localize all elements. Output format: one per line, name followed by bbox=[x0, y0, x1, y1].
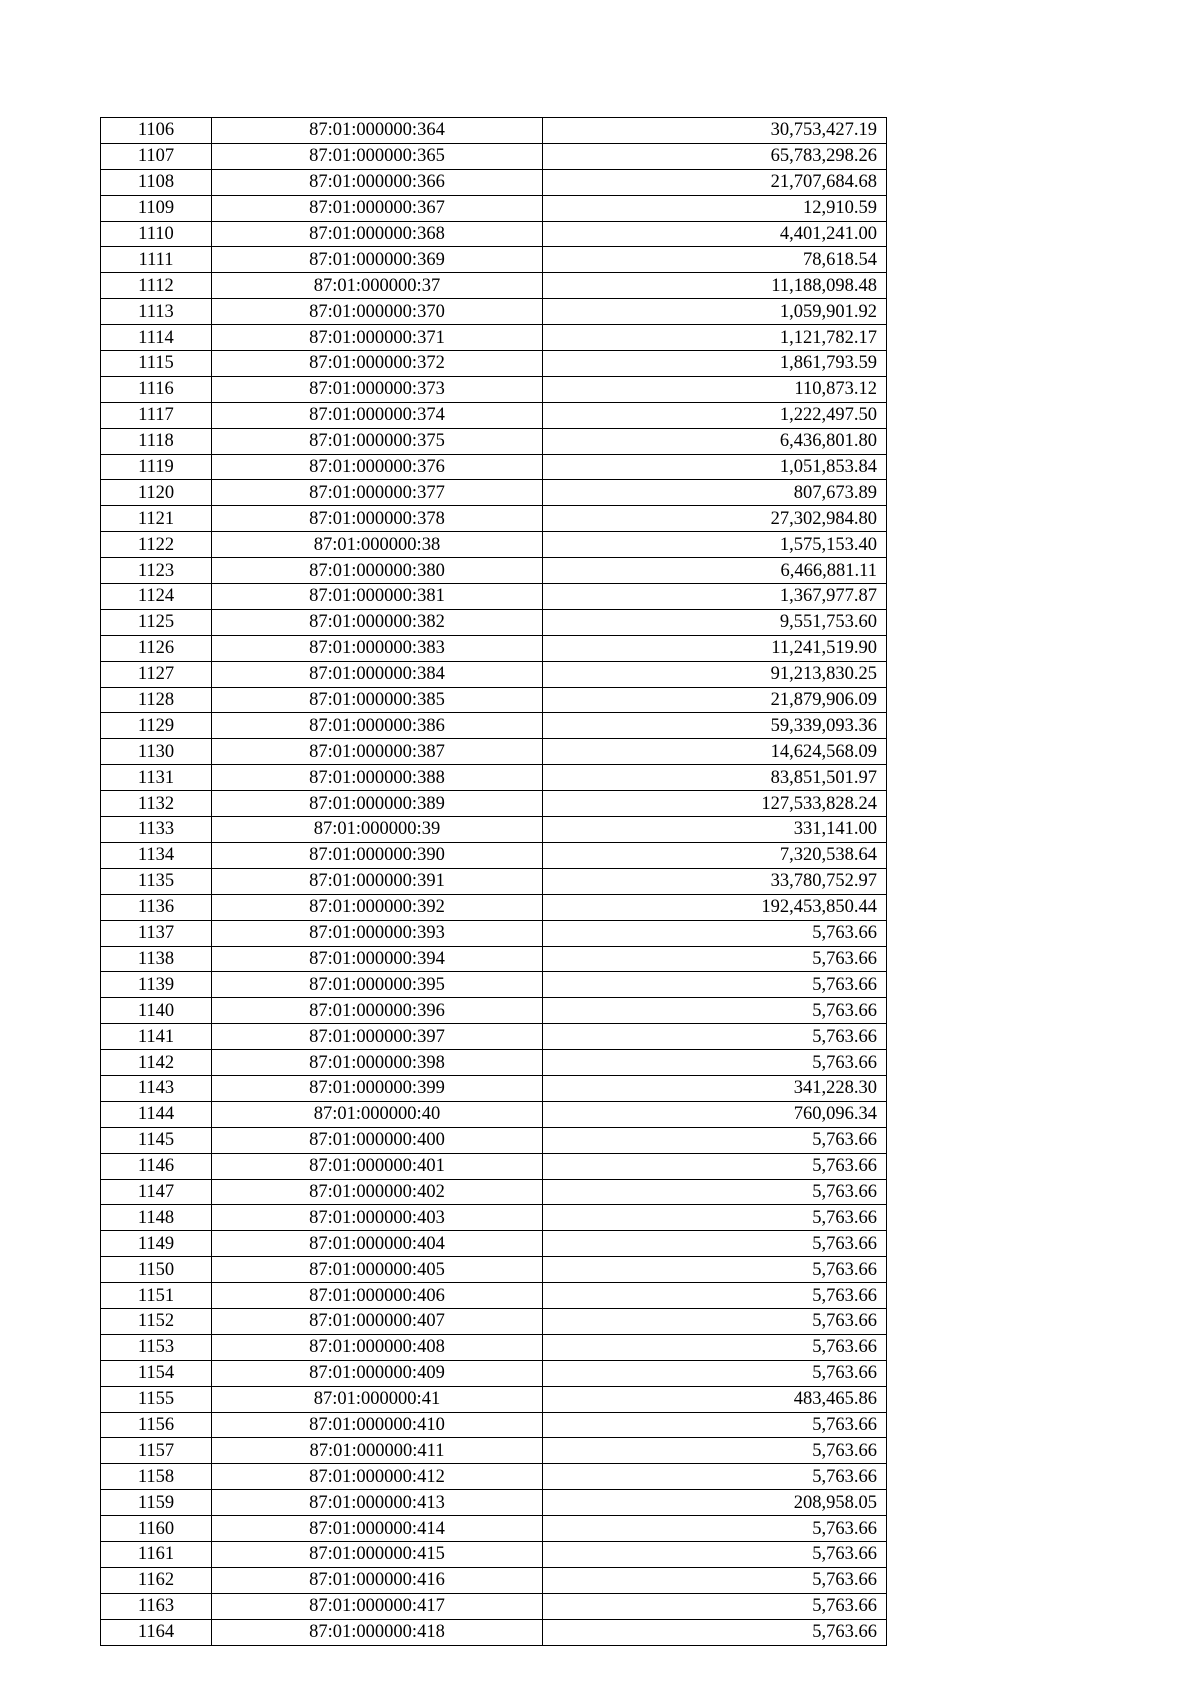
cadastral-number-cell: 87:01:000000:410 bbox=[212, 1412, 543, 1438]
cadastral-number-cell: 87:01:000000:399 bbox=[212, 1075, 543, 1101]
cadastral-number-cell: 87:01:000000:392 bbox=[212, 894, 543, 920]
row-number-cell: 1109 bbox=[101, 195, 212, 221]
row-number-cell: 1112 bbox=[101, 273, 212, 299]
table-row bbox=[101, 454, 887, 480]
value-cell: 5,763.66 bbox=[543, 1619, 887, 1645]
cadastral-number-cell: 87:01:000000:367 bbox=[212, 195, 543, 221]
table-row bbox=[101, 1412, 887, 1438]
table-row bbox=[101, 972, 887, 998]
value-cell: 7,320,538.64 bbox=[543, 842, 887, 868]
cadastral-number-cell: 87:01:000000:391 bbox=[212, 868, 543, 894]
cadastral-number-cell: 87:01:000000:406 bbox=[212, 1283, 543, 1309]
cadastral-number-cell: 87:01:000000:413 bbox=[212, 1490, 543, 1516]
value-cell: 65,783,298.26 bbox=[543, 143, 887, 169]
row-number-cell: 1148 bbox=[101, 1205, 212, 1231]
cadastral-number-cell: 87:01:000000:40 bbox=[212, 1101, 543, 1127]
table-row bbox=[101, 661, 887, 687]
table-row bbox=[101, 325, 887, 351]
table-row bbox=[101, 247, 887, 273]
table-row bbox=[101, 532, 887, 558]
cadastral-number-cell: 87:01:000000:378 bbox=[212, 506, 543, 532]
row-number-cell: 1108 bbox=[101, 169, 212, 195]
cadastral-number-cell: 87:01:000000:38 bbox=[212, 532, 543, 558]
row-number-cell: 1126 bbox=[101, 635, 212, 661]
value-cell: 1,059,901.92 bbox=[543, 299, 887, 325]
table-row bbox=[101, 1360, 887, 1386]
row-number-cell: 1156 bbox=[101, 1412, 212, 1438]
cadastral-number-cell: 87:01:000000:409 bbox=[212, 1360, 543, 1386]
cadastral-number-cell: 87:01:000000:415 bbox=[212, 1541, 543, 1567]
table-row bbox=[101, 765, 887, 791]
table-row bbox=[101, 791, 887, 817]
value-cell: 78,618.54 bbox=[543, 247, 887, 273]
table-row bbox=[101, 1567, 887, 1593]
cadastral-number-cell: 87:01:000000:388 bbox=[212, 765, 543, 791]
value-cell: 5,763.66 bbox=[543, 1593, 887, 1619]
cadastral-number-cell: 87:01:000000:368 bbox=[212, 221, 543, 247]
table-row bbox=[101, 584, 887, 610]
table-row bbox=[101, 506, 887, 532]
row-number-cell: 1138 bbox=[101, 946, 212, 972]
table-row bbox=[101, 1619, 887, 1645]
cadastral-number-cell: 87:01:000000:369 bbox=[212, 247, 543, 273]
row-number-cell: 1152 bbox=[101, 1308, 212, 1334]
table-row bbox=[101, 868, 887, 894]
row-number-cell: 1137 bbox=[101, 920, 212, 946]
cadastral-number-cell: 87:01:000000:417 bbox=[212, 1593, 543, 1619]
data-table bbox=[100, 117, 887, 1646]
cadastral-number-cell: 87:01:000000:394 bbox=[212, 946, 543, 972]
cadastral-number-cell: 87:01:000000:385 bbox=[212, 687, 543, 713]
row-number-cell: 1133 bbox=[101, 817, 212, 843]
cadastral-number-cell: 87:01:000000:418 bbox=[212, 1619, 543, 1645]
table-row bbox=[101, 1101, 887, 1127]
value-cell: 483,465.86 bbox=[543, 1386, 887, 1412]
value-cell: 5,763.66 bbox=[543, 998, 887, 1024]
value-cell: 27,302,984.80 bbox=[543, 506, 887, 532]
table-row bbox=[101, 143, 887, 169]
value-cell: 5,763.66 bbox=[543, 1283, 887, 1309]
value-cell: 208,958.05 bbox=[543, 1490, 887, 1516]
row-number-cell: 1123 bbox=[101, 558, 212, 584]
row-number-cell: 1141 bbox=[101, 1024, 212, 1050]
table-row bbox=[101, 920, 887, 946]
cadastral-number-cell: 87:01:000000:382 bbox=[212, 609, 543, 635]
cadastral-number-cell: 87:01:000000:407 bbox=[212, 1308, 543, 1334]
row-number-cell: 1110 bbox=[101, 221, 212, 247]
row-number-cell: 1125 bbox=[101, 609, 212, 635]
table-row bbox=[101, 1127, 887, 1153]
row-number-cell: 1130 bbox=[101, 739, 212, 765]
value-cell: 59,339,093.36 bbox=[543, 713, 887, 739]
row-number-cell: 1151 bbox=[101, 1283, 212, 1309]
row-number-cell: 1121 bbox=[101, 506, 212, 532]
value-cell: 6,436,801.80 bbox=[543, 428, 887, 454]
row-number-cell: 1150 bbox=[101, 1257, 212, 1283]
value-cell: 83,851,501.97 bbox=[543, 765, 887, 791]
row-number-cell: 1136 bbox=[101, 894, 212, 920]
table-row bbox=[101, 946, 887, 972]
row-number-cell: 1122 bbox=[101, 532, 212, 558]
table-row bbox=[101, 558, 887, 584]
table-row bbox=[101, 842, 887, 868]
value-cell: 127,533,828.24 bbox=[543, 791, 887, 817]
table-row bbox=[101, 273, 887, 299]
row-number-cell: 1113 bbox=[101, 299, 212, 325]
row-number-cell: 1159 bbox=[101, 1490, 212, 1516]
cadastral-number-cell: 87:01:000000:384 bbox=[212, 661, 543, 687]
row-number-cell: 1107 bbox=[101, 143, 212, 169]
value-cell: 30,753,427.19 bbox=[543, 118, 887, 144]
row-number-cell: 1157 bbox=[101, 1438, 212, 1464]
row-number-cell: 1111 bbox=[101, 247, 212, 273]
value-cell: 5,763.66 bbox=[543, 1205, 887, 1231]
row-number-cell: 1158 bbox=[101, 1464, 212, 1490]
cadastral-number-cell: 87:01:000000:389 bbox=[212, 791, 543, 817]
row-number-cell: 1117 bbox=[101, 402, 212, 428]
row-number-cell: 1147 bbox=[101, 1179, 212, 1205]
table-row bbox=[101, 687, 887, 713]
cadastral-number-cell: 87:01:000000:398 bbox=[212, 1050, 543, 1076]
row-number-cell: 1164 bbox=[101, 1619, 212, 1645]
table-body bbox=[101, 118, 887, 1646]
cadastral-number-cell: 87:01:000000:381 bbox=[212, 584, 543, 610]
table-row bbox=[101, 1308, 887, 1334]
table-row bbox=[101, 118, 887, 144]
cadastral-number-cell: 87:01:000000:401 bbox=[212, 1153, 543, 1179]
cadastral-number-cell: 87:01:000000:371 bbox=[212, 325, 543, 351]
row-number-cell: 1132 bbox=[101, 791, 212, 817]
row-number-cell: 1131 bbox=[101, 765, 212, 791]
row-number-cell: 1140 bbox=[101, 998, 212, 1024]
value-cell: 5,763.66 bbox=[543, 1308, 887, 1334]
row-number-cell: 1124 bbox=[101, 584, 212, 610]
row-number-cell: 1120 bbox=[101, 480, 212, 506]
row-number-cell: 1142 bbox=[101, 1050, 212, 1076]
value-cell: 21,879,906.09 bbox=[543, 687, 887, 713]
row-number-cell: 1118 bbox=[101, 428, 212, 454]
row-number-cell: 1161 bbox=[101, 1541, 212, 1567]
value-cell: 5,763.66 bbox=[543, 1541, 887, 1567]
table-row bbox=[101, 1024, 887, 1050]
cadastral-number-cell: 87:01:000000:414 bbox=[212, 1516, 543, 1542]
row-number-cell: 1135 bbox=[101, 868, 212, 894]
cadastral-number-cell: 87:01:000000:395 bbox=[212, 972, 543, 998]
value-cell: 5,763.66 bbox=[543, 1153, 887, 1179]
cadastral-number-cell: 87:01:000000:411 bbox=[212, 1438, 543, 1464]
cadastral-number-cell: 87:01:000000:41 bbox=[212, 1386, 543, 1412]
cadastral-number-cell: 87:01:000000:408 bbox=[212, 1334, 543, 1360]
value-cell: 1,367,977.87 bbox=[543, 584, 887, 610]
cadastral-number-cell: 87:01:000000:39 bbox=[212, 817, 543, 843]
table-row bbox=[101, 1179, 887, 1205]
value-cell: 14,624,568.09 bbox=[543, 739, 887, 765]
row-number-cell: 1114 bbox=[101, 325, 212, 351]
table-row bbox=[101, 480, 887, 506]
table-row bbox=[101, 894, 887, 920]
value-cell: 5,763.66 bbox=[543, 1567, 887, 1593]
row-number-cell: 1149 bbox=[101, 1231, 212, 1257]
cadastral-number-cell: 87:01:000000:402 bbox=[212, 1179, 543, 1205]
cadastral-number-cell: 87:01:000000:373 bbox=[212, 376, 543, 402]
table-row bbox=[101, 299, 887, 325]
value-cell: 1,575,153.40 bbox=[543, 532, 887, 558]
table-row bbox=[101, 1205, 887, 1231]
row-number-cell: 1134 bbox=[101, 842, 212, 868]
table-row bbox=[101, 195, 887, 221]
value-cell: 9,551,753.60 bbox=[543, 609, 887, 635]
cadastral-number-cell: 87:01:000000:393 bbox=[212, 920, 543, 946]
cadastral-number-cell: 87:01:000000:405 bbox=[212, 1257, 543, 1283]
value-cell: 110,873.12 bbox=[543, 376, 887, 402]
row-number-cell: 1160 bbox=[101, 1516, 212, 1542]
value-cell: 5,763.66 bbox=[543, 1334, 887, 1360]
row-number-cell: 1119 bbox=[101, 454, 212, 480]
table-row bbox=[101, 713, 887, 739]
row-number-cell: 1143 bbox=[101, 1075, 212, 1101]
cadastral-number-cell: 87:01:000000:400 bbox=[212, 1127, 543, 1153]
value-cell: 1,051,853.84 bbox=[543, 454, 887, 480]
row-number-cell: 1155 bbox=[101, 1386, 212, 1412]
table-row bbox=[101, 1490, 887, 1516]
table-row bbox=[101, 1283, 887, 1309]
cadastral-number-cell: 87:01:000000:403 bbox=[212, 1205, 543, 1231]
cadastral-number-cell: 87:01:000000:377 bbox=[212, 480, 543, 506]
table-row bbox=[101, 1257, 887, 1283]
row-number-cell: 1139 bbox=[101, 972, 212, 998]
table-row bbox=[101, 221, 887, 247]
table-row bbox=[101, 428, 887, 454]
cadastral-number-cell: 87:01:000000:372 bbox=[212, 351, 543, 377]
value-cell: 5,763.66 bbox=[543, 1179, 887, 1205]
value-cell: 5,763.66 bbox=[543, 946, 887, 972]
table-row bbox=[101, 1541, 887, 1567]
table-row bbox=[101, 1334, 887, 1360]
value-cell: 1,121,782.17 bbox=[543, 325, 887, 351]
table-row bbox=[101, 609, 887, 635]
row-number-cell: 1127 bbox=[101, 661, 212, 687]
row-number-cell: 1128 bbox=[101, 687, 212, 713]
table-row bbox=[101, 1153, 887, 1179]
table-row bbox=[101, 169, 887, 195]
table-row bbox=[101, 739, 887, 765]
cadastral-number-cell: 87:01:000000:366 bbox=[212, 169, 543, 195]
value-cell: 5,763.66 bbox=[543, 1516, 887, 1542]
value-cell: 1,222,497.50 bbox=[543, 402, 887, 428]
cadastral-number-cell: 87:01:000000:380 bbox=[212, 558, 543, 584]
value-cell: 5,763.66 bbox=[543, 1412, 887, 1438]
value-cell: 341,228.30 bbox=[543, 1075, 887, 1101]
table-row bbox=[101, 1050, 887, 1076]
table-row bbox=[101, 402, 887, 428]
table-row bbox=[101, 1593, 887, 1619]
cadastral-number-cell: 87:01:000000:404 bbox=[212, 1231, 543, 1257]
value-cell: 21,707,684.68 bbox=[543, 169, 887, 195]
value-cell: 4,401,241.00 bbox=[543, 221, 887, 247]
value-cell: 5,763.66 bbox=[543, 1231, 887, 1257]
value-cell: 6,466,881.11 bbox=[543, 558, 887, 584]
cadastral-number-cell: 87:01:000000:376 bbox=[212, 454, 543, 480]
cadastral-number-cell: 87:01:000000:396 bbox=[212, 998, 543, 1024]
value-cell: 5,763.66 bbox=[543, 1024, 887, 1050]
row-number-cell: 1146 bbox=[101, 1153, 212, 1179]
cadastral-number-cell: 87:01:000000:370 bbox=[212, 299, 543, 325]
table-row bbox=[101, 635, 887, 661]
row-number-cell: 1106 bbox=[101, 118, 212, 144]
value-cell: 5,763.66 bbox=[543, 920, 887, 946]
cadastral-number-cell: 87:01:000000:37 bbox=[212, 273, 543, 299]
table-row bbox=[101, 817, 887, 843]
row-number-cell: 1153 bbox=[101, 1334, 212, 1360]
value-cell: 33,780,752.97 bbox=[543, 868, 887, 894]
table-row bbox=[101, 998, 887, 1024]
table-row bbox=[101, 351, 887, 377]
value-cell: 5,763.66 bbox=[543, 1127, 887, 1153]
table-row bbox=[101, 1231, 887, 1257]
cadastral-number-cell: 87:01:000000:364 bbox=[212, 118, 543, 144]
cadastral-number-cell: 87:01:000000:412 bbox=[212, 1464, 543, 1490]
cadastral-number-cell: 87:01:000000:387 bbox=[212, 739, 543, 765]
cadastral-number-cell: 87:01:000000:390 bbox=[212, 842, 543, 868]
table-row bbox=[101, 1516, 887, 1542]
value-cell: 192,453,850.44 bbox=[543, 894, 887, 920]
cadastral-number-cell: 87:01:000000:374 bbox=[212, 402, 543, 428]
value-cell: 760,096.34 bbox=[543, 1101, 887, 1127]
row-number-cell: 1163 bbox=[101, 1593, 212, 1619]
table-row bbox=[101, 1438, 887, 1464]
row-number-cell: 1115 bbox=[101, 351, 212, 377]
table-row bbox=[101, 1386, 887, 1412]
row-number-cell: 1154 bbox=[101, 1360, 212, 1386]
cadastral-number-cell: 87:01:000000:397 bbox=[212, 1024, 543, 1050]
value-cell: 11,241,519.90 bbox=[543, 635, 887, 661]
table-row bbox=[101, 1464, 887, 1490]
row-number-cell: 1129 bbox=[101, 713, 212, 739]
row-number-cell: 1116 bbox=[101, 376, 212, 402]
value-cell: 807,673.89 bbox=[543, 480, 887, 506]
cadastral-number-cell: 87:01:000000:386 bbox=[212, 713, 543, 739]
value-cell: 5,763.66 bbox=[543, 1464, 887, 1490]
value-cell: 5,763.66 bbox=[543, 1257, 887, 1283]
value-cell: 5,763.66 bbox=[543, 972, 887, 998]
row-number-cell: 1145 bbox=[101, 1127, 212, 1153]
cadastral-number-cell: 87:01:000000:416 bbox=[212, 1567, 543, 1593]
value-cell: 1,861,793.59 bbox=[543, 351, 887, 377]
value-cell: 5,763.66 bbox=[543, 1438, 887, 1464]
row-number-cell: 1162 bbox=[101, 1567, 212, 1593]
cadastral-number-cell: 87:01:000000:383 bbox=[212, 635, 543, 661]
value-cell: 12,910.59 bbox=[543, 195, 887, 221]
cadastral-number-cell: 87:01:000000:365 bbox=[212, 143, 543, 169]
value-cell: 5,763.66 bbox=[543, 1050, 887, 1076]
value-cell: 331,141.00 bbox=[543, 817, 887, 843]
row-number-cell: 1144 bbox=[101, 1101, 212, 1127]
value-cell: 11,188,098.48 bbox=[543, 273, 887, 299]
value-cell: 5,763.66 bbox=[543, 1360, 887, 1386]
table-row bbox=[101, 376, 887, 402]
value-cell: 91,213,830.25 bbox=[543, 661, 887, 687]
table-row bbox=[101, 1075, 887, 1101]
cadastral-number-cell: 87:01:000000:375 bbox=[212, 428, 543, 454]
